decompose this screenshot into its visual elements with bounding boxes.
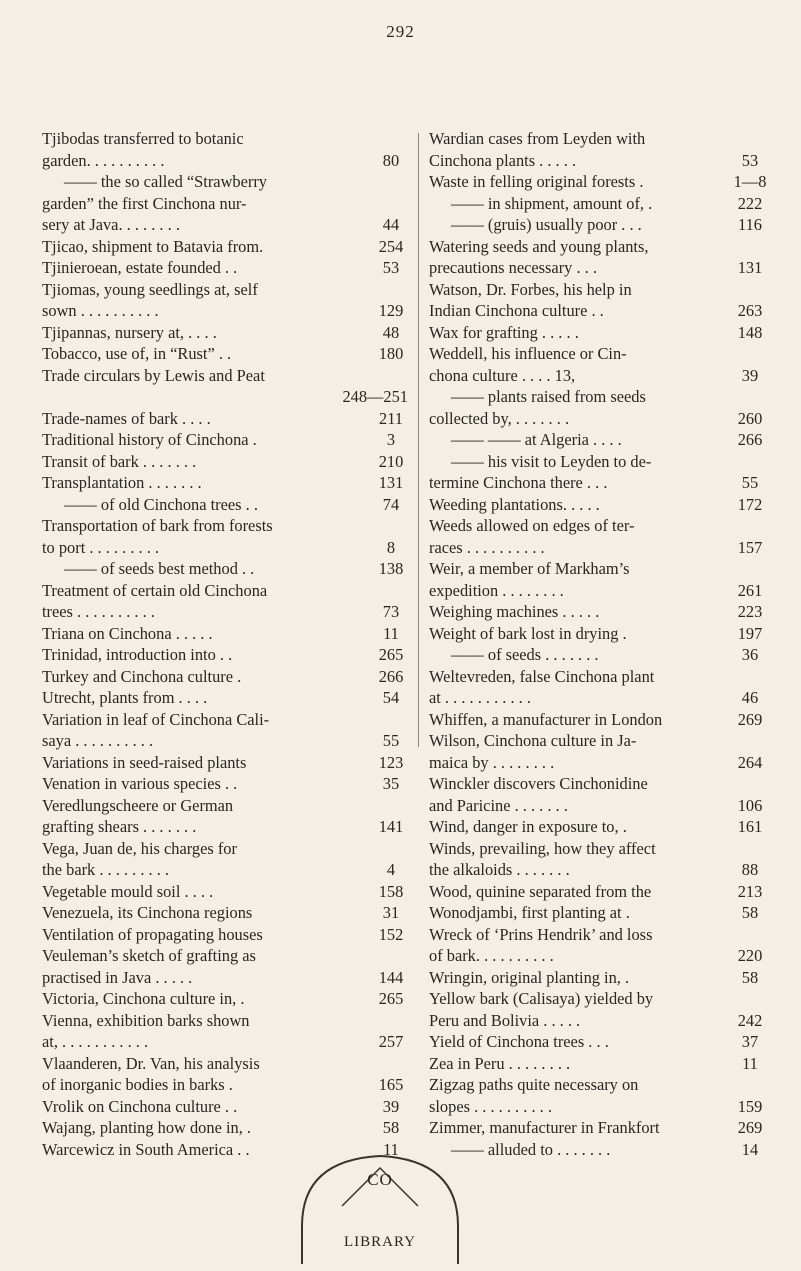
index-entry-text: Triana on Cinchona . . . . . [42,623,213,643]
index-entry [429,666,769,688]
index-entry-page: 4 [386,860,396,879]
index-entry [42,1031,410,1053]
index-entry [42,494,410,516]
index-entry-text: Traditional history of Cinchona . [42,430,257,449]
index-entry [42,472,410,494]
index-entry [42,623,410,645]
index-entry-text: Variations in seed-raised plants [42,752,247,772]
index-entry-page: 88 [741,860,759,879]
index-entry-page: 3 [386,430,396,449]
index-entry [42,558,410,580]
index-entry-text: Tjipannas, nursery at, . . . . [42,322,217,342]
index-entry [429,408,769,430]
index-entry [42,1010,410,1032]
stamp-top-text: CO [367,1170,393,1189]
index-entry [429,945,769,967]
index-entry-page: 220 [737,946,763,965]
index-entry [42,300,410,322]
index-entry-page: 161 [737,817,763,836]
index-entry-page: 152 [378,924,404,944]
index-entry-page: 269 [737,1118,763,1137]
index-entry-text: trees . . . . . . . . . . [42,602,155,621]
index-entry-text: Tjiomas, young seedlings at, self [42,279,258,299]
index-entry [42,386,410,408]
index-entry [42,408,410,430]
stamp-bottom-text: LIBRARY [343,1234,416,1250]
index-entry-page: 242 [737,1010,763,1030]
index-entry [429,988,769,1010]
index-entry [429,1117,769,1139]
index-entry-text: chona culture . . . . 13, [429,365,576,385]
index-entry-text: Winckler discovers Cinchonidine [429,774,648,793]
index-entry-page: 1—8 [733,172,767,191]
index-entry [429,279,769,301]
index-entry-text: expedition . . . . . . . . [429,580,564,600]
index-entry-text: —— alluded to . . . . . . . [451,1139,611,1159]
index-entry-page: 213 [737,881,763,901]
index-entry-page: 141 [378,817,404,836]
index-entry-text: slopes . . . . . . . . . . [429,1096,552,1116]
index-entry-page: 222 [737,193,763,213]
index-entry-page: 48 [382,322,400,342]
index-entry [42,816,410,838]
index-entry-text: —— —— at Algeria . . . . [451,430,622,449]
index-entry [42,1096,410,1118]
index-entry-text: Vienna, exhibition barks shown [42,1010,250,1030]
index-entry [42,515,410,537]
index-entry-page: 53 [741,150,759,170]
index-entry-text: Trinidad, introduction into . . [42,645,233,664]
index-entry [42,214,410,236]
index-entry-text: Utrecht, plants from . . . . [42,688,208,707]
index-entry [42,881,410,903]
index-entry-text: Watering seeds and young plants, [429,236,649,256]
index-entry [42,967,410,989]
index-entry-page: 257 [378,1032,404,1051]
index-entry-text: Whiffen, a manufacturer in London [429,709,663,729]
index-entry [429,1139,769,1161]
index-entry [429,322,769,344]
index-entry-text: Weighing machines . . . . . [429,602,600,621]
index-entry-page: 74 [382,494,400,514]
index-entry-text: saya . . . . . . . . . . [42,731,154,750]
index-entry-text: Weeds allowed on edges of ter- [429,516,635,535]
index-entry [429,300,769,322]
index-entry-text: Yield of Cinchona trees . . . [429,1032,609,1051]
index-entry-text: Wajang, planting how done in, . [42,1118,251,1137]
index-entry [429,1096,769,1118]
index-entry [429,365,769,387]
index-entry-page: 248—251 [342,387,408,406]
index-entry-page: 131 [378,473,404,492]
index-entry [429,687,769,709]
index-entry-text: Vrolik on Cinchona culture . . [42,1096,238,1116]
index-entry [42,1053,410,1075]
index-entry [42,902,410,924]
index-entry-text: Vlaanderen, Dr. Van, his analysis [42,1053,260,1073]
index-entry [429,838,769,860]
index-entry-page: 37 [741,1032,759,1051]
index-entry [429,1053,769,1075]
index-entry-page: 116 [738,215,762,234]
index-entry-page: 11 [742,1053,758,1073]
index-entry-text: practised in Java . . . . . [42,967,193,987]
index-entry-text: Waste in felling original forests . [429,172,644,191]
index-entry [42,730,410,752]
index-entry-text: Tjibodas transferred to botanic [42,129,244,148]
index-entry-text: Weeding plantations. . . . . [429,494,600,514]
index-entry-text: Venation in various species . . [42,774,238,793]
index-entry [429,128,769,150]
index-entry [429,902,769,924]
index-entry-page: 46 [741,688,759,707]
index-entry [429,859,769,881]
index-entry-page: 11 [383,623,399,643]
index-entry [429,150,769,172]
index-entry [42,365,410,387]
index-entry-text: Wilson, Cinchona culture in Ja- [429,731,637,750]
index-entry [429,601,769,623]
index-entry-page: 261 [737,580,763,600]
index-entry [429,343,769,365]
index-entry-page: 266 [737,430,763,449]
index-entry [429,429,769,451]
index-entry-page: 54 [382,688,400,707]
index-entry [42,687,410,709]
index-entry [42,838,410,860]
index-entry-page: 39 [382,1096,400,1116]
index-entry-page: 36 [741,645,759,664]
index-entry [42,1074,410,1096]
index-entry [42,537,410,559]
index-entry-text: Wonodjambi, first planting at . [429,903,630,922]
index-entry-text: —— the so called “Strawberry [64,172,267,191]
index-entry [429,1031,769,1053]
index-entry [429,924,769,946]
index-entry [42,795,410,817]
index-entry-page: 14 [741,1139,759,1159]
index-entry-text: Peru and Bolivia . . . . . [429,1010,581,1030]
index-entry [42,257,410,279]
index-entry [42,279,410,301]
index-entry [429,752,769,774]
index-entry-text: —— plants raised from seeds [451,387,646,406]
index-entry-text: —— in shipment, amount of, . [451,193,653,213]
index-entry-page: 58 [382,1118,400,1137]
index-entry [429,580,769,602]
index-entry-page: 35 [382,774,400,793]
index-entry-text: —— (gruis) usually poor . . . [451,215,642,234]
index-entry-text: —— of seeds . . . . . . . [451,645,599,664]
index-entry-text: Wax for grafting . . . . . [429,322,579,342]
index-entry-text: Weir, a member of Markham’s [429,559,630,578]
index-entry [42,773,410,795]
index-entry [429,214,769,236]
index-entry-page: 53 [382,258,400,277]
index-entry-text: maica by . . . . . . . . [429,752,555,772]
index-entry-page: 211 [379,408,403,428]
index-entry [429,236,769,258]
index-entry-text: Vegetable mould soil . . . . [42,881,214,901]
index-entry-text: —— his visit to Leyden to de- [451,451,652,471]
library-stamp [292,1146,468,1266]
index-entry-text: Transplantation . . . . . . . [42,473,202,492]
index-entry-text: precautions necessary . . . [429,258,597,277]
index-entry-page: 269 [737,709,763,729]
index-column-left [42,128,410,1160]
index-entry-text: Variation in leaf of Cinchona Cali- [42,709,270,729]
index-entry-page: 172 [737,494,763,514]
index-entry-page: 180 [378,344,404,363]
index-entry [429,537,769,559]
column-divider [418,133,419,747]
index-entry-text: Zigzag paths quite necessary on [429,1075,639,1094]
index-entry-page: 123 [378,752,404,772]
index-entry-text: Winds, prevailing, how they affect [429,838,656,858]
index-entry-text: sown . . . . . . . . . . [42,301,159,320]
index-entry-page: 210 [378,451,404,471]
index-entry-text: Zea in Peru . . . . . . . . [429,1053,571,1073]
index-entry-page: 58 [741,903,759,922]
index-entry-text: Zimmer, manufacturer in Frankfort [429,1118,660,1137]
index-entry [42,171,410,193]
index-entry-text: Wringin, original planting in, . [429,967,630,987]
index-entry [429,881,769,903]
index-entry [42,988,410,1010]
index-entry-page: 44 [382,215,400,234]
index-entry-page: 148 [737,322,763,342]
index-entry-page: 80 [382,150,400,170]
index-entry [42,128,410,150]
index-entry-page: 197 [737,623,763,643]
index-entry [429,1074,769,1096]
index-entry-page: 165 [378,1075,404,1094]
index-entry-text: sery at Java. . . . . . . . [42,215,180,234]
index-entry [42,709,410,731]
index-entry [42,343,410,365]
index-entry [42,924,410,946]
index-entry [429,193,769,215]
index-entry [42,150,410,172]
index-entry [429,494,769,516]
index-entry-text: and Paricine . . . . . . . [429,795,568,815]
index-entry-page: 159 [737,1096,763,1116]
index-entry-page: 260 [737,408,763,428]
index-entry-text: Vega, Juan de, his charges for [42,838,237,858]
index-entry-text: garden” the first Cinchona nur- [42,193,247,213]
index-entry-text: collected by, . . . . . . . [429,408,570,428]
index-entry-text: Transportation of bark from forests [42,516,273,535]
index-entry [42,601,410,623]
index-entry [42,451,410,473]
index-entry-text: —— of seeds best method . . [64,559,255,578]
index-entry-page: 55 [382,731,400,750]
index-entry [429,644,769,666]
index-entry [429,257,769,279]
index-entry-page: 265 [378,989,404,1008]
index-entry-text: termine Cinchona there . . . [429,473,608,492]
index-entry [42,429,410,451]
index-entry-text: Tjicao, shipment to Batavia from. [42,236,264,256]
index-entry [429,558,769,580]
page-number: 292 [386,22,415,41]
index-entry [42,580,410,602]
index-entry-text: Weddell, his influence or Cin- [429,344,627,363]
index-entry [42,666,410,688]
index-entry-text: Weight of bark lost in drying . [429,623,627,643]
index-entry-page: 263 [737,301,763,320]
index-entry-page: 55 [741,473,759,492]
index-entry [429,709,769,731]
index-entry-text: Cinchona plants . . . . . [429,150,577,170]
index-entry-text: Treatment of certain old Cinchona [42,580,268,600]
index-entry-text: Trade circulars by Lewis and Peat [42,365,265,385]
index-entry-text: Yellow bark (Calisaya) yielded by [429,989,654,1008]
index-entry [429,623,769,645]
index-entry [429,386,769,408]
index-entry-text: to port . . . . . . . . . [42,537,160,557]
index-entry-page: 39 [741,365,759,385]
index-entry-page: 157 [737,537,763,557]
index-entry [42,859,410,881]
index-entry [429,451,769,473]
index-entry-text: garden. . . . . . . . . . [42,150,165,170]
index-entry-text: Weltevreden, false Cinchona plant [429,666,655,686]
index-entry-page: 131 [737,258,763,277]
index-entry-text: Wardian cases from Leyden with [429,129,646,148]
index-entry-text: —— of old Cinchona trees . . [64,494,258,514]
index-entry-page: 254 [378,236,404,256]
index-entry-text: at . . . . . . . . . . . [429,688,531,707]
index-entry-text: Ventilation of propagating houses [42,924,263,944]
index-entry-text: the bark . . . . . . . . . [42,860,170,879]
index-entry-page: 144 [378,967,404,987]
index-entry [42,193,410,215]
index-entry-text: Veredlungscheere or German [42,795,234,815]
index-entry-text: the alkaloids . . . . . . . [429,860,570,879]
index-entry-text: Venezuela, its Cinchona regions [42,903,253,922]
index-entry [429,795,769,817]
index-entry-text: Indian Cinchona culture . . [429,301,604,320]
index-entry [429,730,769,752]
index-entry [42,644,410,666]
index-entry-text: of inorganic bodies in barks . [42,1075,233,1094]
index-entry-page: 31 [382,903,400,922]
index-entry-page: 264 [737,752,763,772]
index-entry-text: Watson, Dr. Forbes, his help in [429,279,632,299]
index-entry [42,322,410,344]
index-entry-text: Tjinieroean, estate founded . . [42,258,238,277]
index-entry [429,515,769,537]
index-entry-text: Turkey and Cinchona culture . [42,666,242,686]
index-entry-page: 8 [386,537,396,557]
index-entry-page: 129 [378,301,404,320]
index-entry [429,773,769,795]
index-entry-page: 58 [741,967,759,987]
index-entry-page: 73 [382,602,400,621]
index-entry-text: at, . . . . . . . . . . . [42,1032,149,1051]
index-entry [42,945,410,967]
index-entry-text: Tobacco, use of, in “Rust” . . [42,344,232,363]
index-entry-text: of bark. . . . . . . . . . [429,946,554,965]
index-entry-page: 106 [737,795,763,815]
index-entry-page: 138 [378,559,404,578]
index-entry [429,472,769,494]
index-entry [429,816,769,838]
index-entry [429,1010,769,1032]
index-entry-page: 266 [378,666,404,686]
index-entry-page: 265 [378,645,404,664]
index-entry [429,171,769,193]
index-entry [42,752,410,774]
index-entry-text: Wood, quinine separated from the [429,881,652,901]
index-column-right [429,128,769,1160]
index-entry-text: races . . . . . . . . . . [429,537,545,557]
index-entry-text: grafting shears . . . . . . . [42,817,197,836]
index-entry-text: Veuleman’s sketch of grafting as [42,946,256,965]
index-entry-text: Trade-names of bark . . . . [42,408,211,428]
index-entry-text: Wind, danger in exposure to, . [429,817,627,836]
index-entry-text: Transit of bark . . . . . . . [42,451,197,471]
index-entry-page: 158 [378,881,404,901]
index-entry [42,1117,410,1139]
index-entry-text: Wreck of ‘Prins Hendrik’ and loss [429,924,653,944]
index-entry-text: Warcewicz in South America . . [42,1139,250,1159]
index-entry-page: 11 [383,1139,399,1159]
index-entry-text: Victoria, Cinchona culture in, . [42,989,245,1008]
index-entry [429,967,769,989]
index-entry-page: 223 [737,602,763,621]
index-entry [42,236,410,258]
